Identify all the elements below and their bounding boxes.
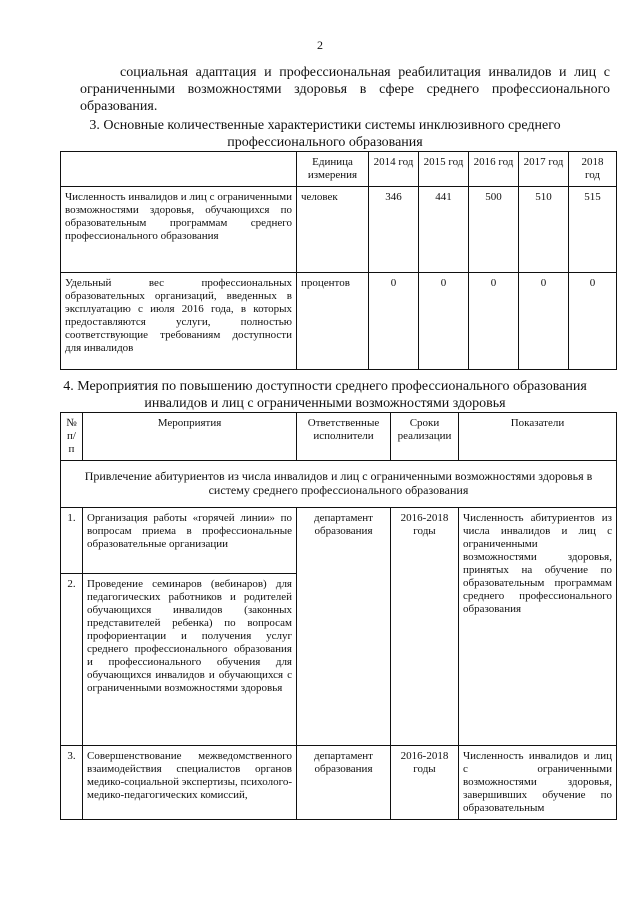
activity-cell: Совершенствование межведомственного взаимодействия специалистов органов медико-социальной экспертизы, психолого-медико-педагогических комиссий, [83, 746, 297, 820]
section-4-title: 4. Мероприятия по повышению доступности среднего профессионального образования инвалидов и лиц с ограниченными возможностями здоровья [63, 379, 587, 411]
characteristics-table [60, 151, 617, 370]
row-number: 3. [61, 746, 83, 820]
terms-cell: 2016-2018 годы [391, 746, 459, 820]
responsible-header: Ответственные исполнители [297, 413, 391, 461]
row-value: 441 [419, 187, 469, 273]
activity-cell: Проведение семинаров (вебинаров) для педагогических работников и родителей обучающихся инвалидов (законных представителей ребенка) по вопросам профориентации и получения услуг среднего профессионального образования и профессионального обучения для обучающихся инвалидов и обучающихся с ограниченными возможностями здоровья [83, 574, 297, 746]
row-value: 0 [369, 273, 419, 370]
year-header: 2018 год [569, 152, 617, 187]
row-unit: процентов [297, 273, 369, 370]
row-value: 0 [419, 273, 469, 370]
section-3-title: 3. Основные количественные характеристики системы инклюзивного среднего профессионального образования [89, 118, 561, 150]
empty-header-cell [61, 152, 297, 187]
year-header: 2014 год [369, 152, 419, 187]
year-header: 2016 год [469, 152, 519, 187]
row-unit: человек [297, 187, 369, 273]
row-number: 1. [61, 508, 83, 574]
year-header: 2015 год [419, 152, 469, 187]
row-value: 0 [519, 273, 569, 370]
row-label: Удельный вес профессиональных образовательных организаций, введенных в эксплуатацию с июля 2016 года, в которых предоставляются услуги, полностью соответствующие требованиям доступности для инвалидов [61, 273, 297, 370]
row-value: 510 [519, 187, 569, 273]
measures-table [60, 412, 617, 820]
group-title: Привлечение абитуриентов из числа инвалидов и лиц с ограниченными возможностями здоровья в систему среднего профессионального образования [61, 461, 617, 508]
activity-cell: Организация работы «горячей линии» по вопросам приема в профессиональные образовательные организации [83, 508, 297, 574]
table-row [61, 746, 617, 820]
row-value: 346 [369, 187, 419, 273]
row-label: Численность инвалидов и лиц с ограниченными возможностями здоровья, обучающихся по образовательным программам среднего профессионального образования [61, 187, 297, 273]
row-value: 0 [569, 273, 617, 370]
terms-header: Сроки реализации [391, 413, 459, 461]
table-header-row [61, 413, 617, 461]
num-header: № п/п [61, 413, 83, 461]
terms-cell: 2016-2018 годы [391, 508, 459, 746]
page-number: 2 [317, 38, 323, 52]
intro-paragraph: социальная адаптация и профессиональная реабилитация инвалидов и лиц с ограниченными возможностями здоровья в сфере среднего профессионального образования. [80, 65, 610, 114]
table-row [61, 187, 617, 273]
year-header: 2017 год [519, 152, 569, 187]
table-row [61, 273, 617, 370]
row-value: 0 [469, 273, 519, 370]
unit-header: Единица измерения [297, 152, 369, 187]
activity-header: Мероприятия [83, 413, 297, 461]
indicator-cell: Численность абитуриентов из числа инвалидов и лиц с ограниченными возможностями здоровья, принятых на обучение по образовательным программам среднего профессионального образования [459, 508, 617, 746]
row-value: 515 [569, 187, 617, 273]
group-row [61, 461, 617, 508]
table-header-row [61, 152, 617, 187]
responsible-cell: департамент образования [297, 746, 391, 820]
responsible-cell: департамент образования [297, 508, 391, 746]
row-value: 500 [469, 187, 519, 273]
row-number: 2. [61, 574, 83, 746]
indicators-header: Показатели [459, 413, 617, 461]
table-row [61, 508, 617, 574]
indicator-cell: Численность инвалидов и лиц с ограниченными возможностями здоровья, завершивших обучение по образовательным [459, 746, 617, 820]
